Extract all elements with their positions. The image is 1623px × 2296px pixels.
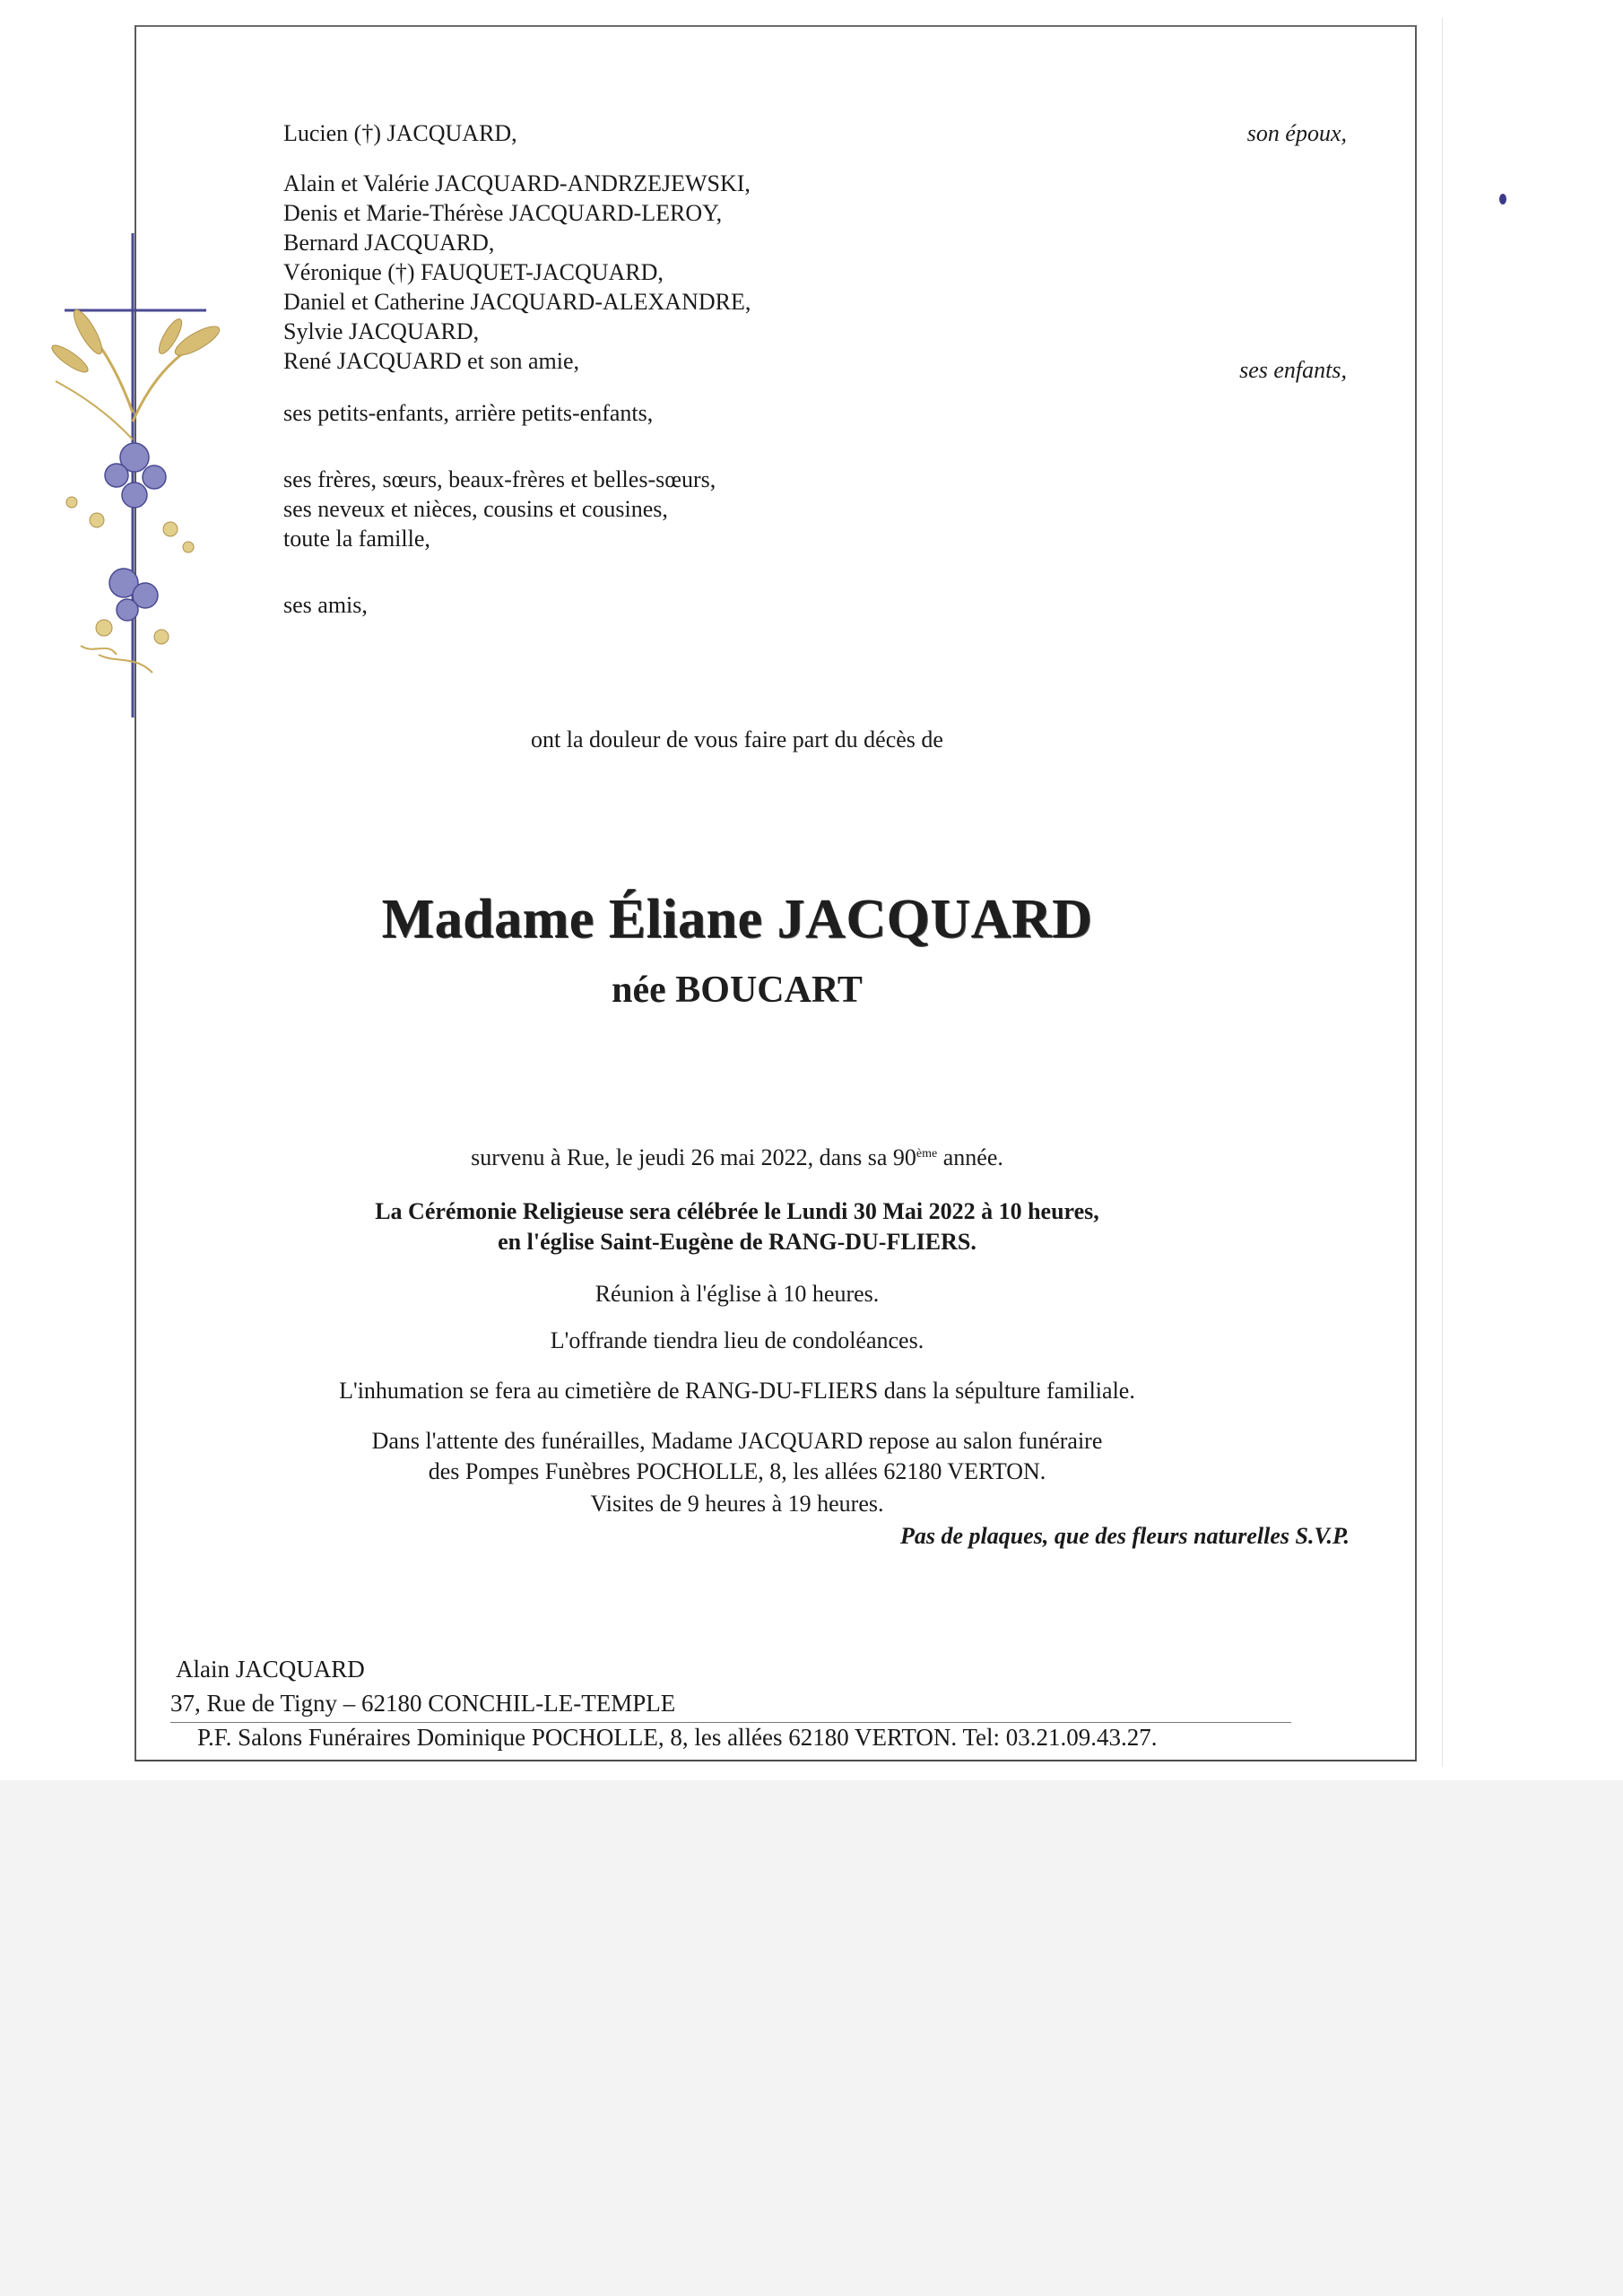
deceased-name: Madame Éliane JACQUARD [381, 889, 1093, 950]
spouse-role: son époux, [1246, 120, 1347, 146]
child-name: Denis et Marie-Thérèse JACQUARD-LEROY, [283, 200, 723, 226]
child-name: Daniel et Catherine JACQUARD-ALEXANDRE, [283, 289, 751, 315]
child-name: Véronique (†) FAUQUET-JACQUARD, [283, 259, 664, 285]
burial-line: L'inhumation se fera au cimetière de RANG-DU-FLIERS dans la sépulture familiale. [339, 1378, 1135, 1404]
scan-background [0, 1780, 1623, 2296]
viewing-line: Dans l'attente des funérailles, Madame JACQUARD repose au salon funéraire [371, 1428, 1103, 1454]
contact-name: Alain JACQUARD [176, 1656, 365, 1683]
contact-address: 37, Rue de Tigny – 62180 CONCHIL-LE-TEMPLE [170, 1690, 676, 1717]
grandchildren-line: ses petits-enfants, arrière petits-enfants, [283, 400, 654, 426]
ceremony-line: en l'église Saint-Eugène de RANG-DU-FLIERS. [498, 1229, 976, 1255]
viewing-line: des Pompes Funèbres POCHOLLE, 8, les allées 62180 VERTON. [428, 1458, 1046, 1484]
cross-wheat-ornament [45, 233, 305, 735]
flowers-note: Pas de plaques, que des fleurs naturelles S.V.P. [899, 1523, 1350, 1549]
ordinal-suffix: ème [916, 1147, 938, 1161]
friends-line: ses amis, [283, 592, 368, 618]
ink-speck [1499, 194, 1506, 204]
offering-line: L'offrande tiendra lieu de condoléances. [550, 1327, 924, 1353]
child-name: Sylvie JACQUARD, [283, 318, 480, 344]
children-role: ses enfants, [1239, 357, 1347, 383]
funeral-home-line: P.F. Salons Funéraires Dominique POCHOLLE, 8, les allées 62180 VERTON. Tel: 03.21.09.43.27. [197, 1724, 1158, 1751]
scan-edge [1442, 18, 1443, 1767]
child-name: Alain et Valérie JACQUARD-ANDRZEJEWSKI, [283, 170, 751, 196]
footer-divider [170, 1722, 1291, 1723]
relatives-line: ses neveux et nièces, cousins et cousines, [283, 496, 668, 522]
death-text-end: année. [937, 1144, 1003, 1170]
death-details [135, 1144, 1340, 1171]
deceased-maiden-name: née BOUCART [612, 970, 863, 1011]
child-name: Bernard JACQUARD, [283, 230, 495, 256]
announcement-line: ont la douleur de vous faire part du décès de [531, 726, 943, 752]
child-name: René JACQUARD et son amie, [283, 348, 580, 374]
death-text: survenu à Rue, le jeudi 26 mai 2022, dans sa 90 [471, 1144, 916, 1170]
meeting-line: Réunion à l'église à 10 heures. [595, 1281, 880, 1307]
relatives-line: ses frères, sœurs, beaux-frères et belles-sœurs, [283, 466, 716, 492]
relatives-line: toute la famille, [283, 526, 430, 552]
ceremony-line: La Cérémonie Religieuse sera célébrée le Lundi 30 Mai 2022 à 10 heures, [375, 1198, 1099, 1224]
visits-line: Visites de 9 heures à 19 heures. [590, 1491, 884, 1517]
spouse-name: Lucien (†) JACQUARD, [283, 120, 517, 146]
